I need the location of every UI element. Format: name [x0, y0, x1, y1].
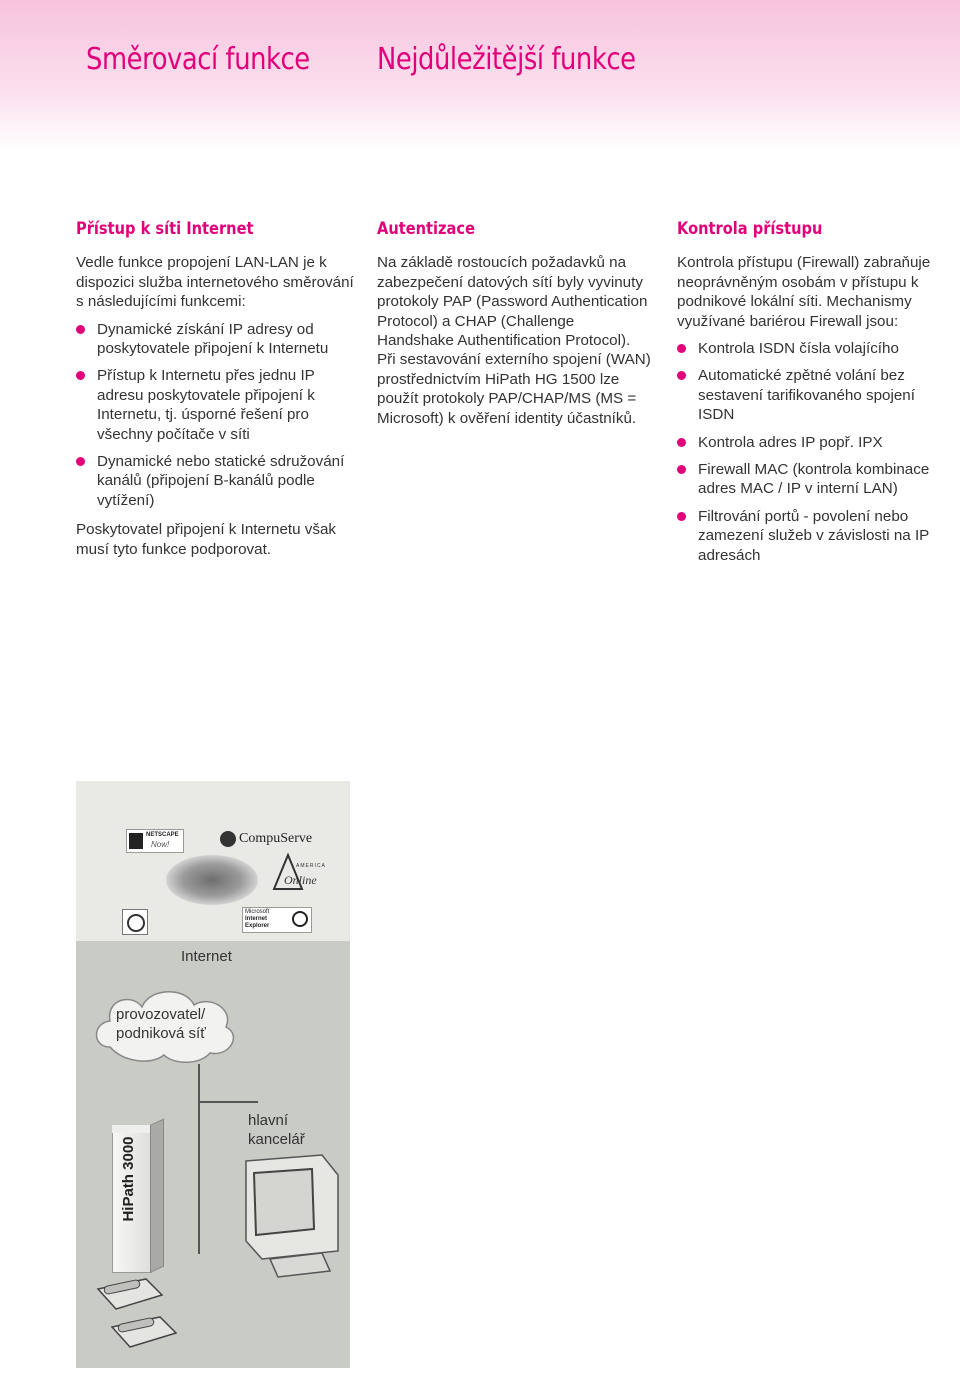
- ie-icon: [292, 911, 308, 927]
- list-item: Dynamické získání IP adresy od poskytovatele připojení k Internetu: [76, 320, 356, 359]
- network-diagram: [76, 781, 350, 1368]
- aol-logo: AMERICA Online: [270, 853, 324, 895]
- list-item: Firewall MAC (kontrola kombinace adres MAC / IP v interní LAN): [677, 460, 949, 499]
- list-item: Filtrování portů - povolení nebo zamezení služeb v závislosti na IP adresách: [677, 507, 949, 565]
- internet-label: Internet: [181, 948, 232, 965]
- office-label: hlavní kancelář: [248, 1112, 305, 1148]
- column-access-control: [677, 220, 949, 573]
- bullet-icon: [76, 371, 85, 380]
- section-heading: Přístup k síti Internet: [76, 219, 254, 239]
- list-item: Dynamické nebo statické sdružování kanálů (připojení B-kanálů podle vytížení): [76, 452, 356, 510]
- column-authentication: [377, 220, 652, 428]
- compuserve-logo: CompuServe: [220, 829, 330, 853]
- list-item: Kontrola ISDN čísla volajícího: [677, 339, 949, 358]
- page-title-left: Směrovací funkce: [86, 42, 310, 77]
- section-intro: Vedle funkce propojení LAN-LAN je k dispozici služba internetového směrování s následujícími funkcemi:: [76, 254, 354, 311]
- bullet-list: [677, 339, 949, 565]
- bullet-icon: [76, 457, 85, 466]
- section-intro: Kontrola přístupu (Firewall) zabraňuje neoprávněným osobám v přístupu k podnikové lokální síti. Mechanismy využívané bariérou Firewall jsou:: [677, 254, 931, 330]
- phone-icon: [108, 1311, 178, 1355]
- network-line: [198, 1101, 258, 1103]
- list-item: Přístup k Internetu přes jednu IP adresu poskytovatele připojení k Internetu, tj. úsporné řešení pro všechny počítače v síti: [76, 366, 356, 444]
- network-line: [198, 1064, 200, 1254]
- tower-label: HiPath 3000: [120, 1136, 137, 1222]
- bullet-icon: [677, 512, 686, 521]
- internet-explorer-logo: Microsoft Internet Explorer: [242, 907, 312, 933]
- bullet-icon: [76, 325, 85, 334]
- section-heading: Autentizace: [377, 219, 475, 239]
- netscape-logo: NETSCAPE Now!: [126, 829, 184, 853]
- app-icon: [122, 909, 148, 935]
- bullet-icon: [677, 371, 686, 380]
- list-item: Kontrola adres IP popř. IPX: [677, 433, 949, 452]
- provider-label: provozovatel/ podniková síť: [116, 1006, 206, 1042]
- section-heading: Kontrola přístupu: [677, 219, 823, 239]
- handshake-image: [166, 855, 258, 905]
- bullet-icon: [677, 344, 686, 353]
- page-title-right: Nejdůležitější funkce: [377, 42, 636, 77]
- bullet-icon: [677, 465, 686, 474]
- bullet-list: [76, 320, 356, 511]
- list-item: Automatické zpětné volání bez sestavení tarifikovaného spojení ISDN: [677, 366, 949, 424]
- bullet-icon: [677, 438, 686, 447]
- column-internet-access: [76, 220, 356, 559]
- section-text: Na základě rostoucích požadavků na zabezpečení datových sítí byly vyvinuty protokoly PAP (Password Authentication Protocol) a CHAP (Challenge Handshake Authentification Protocol). Při sestavování externího spojení (WAN) prostřednictvím HiPath HG 1500 lze použít protokoly PAP/CHAP/MS (MS = Microsoft) k ověření identity účastníků.: [377, 254, 651, 427]
- monitor-icon: [226, 1151, 344, 1281]
- section-outro: Poskytovatel připojení k Internetu však musí tyto funkce podporovat.: [76, 521, 337, 558]
